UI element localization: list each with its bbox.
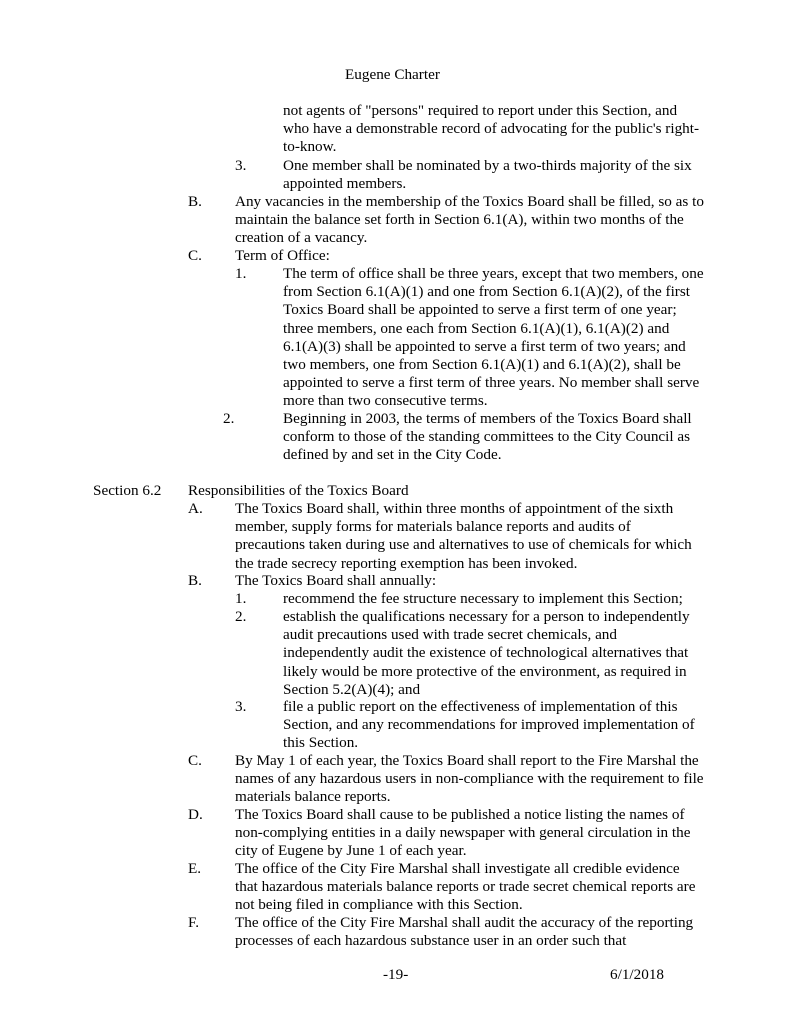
clause-marker: F. <box>188 914 200 931</box>
clause-marker: 1. <box>235 265 247 282</box>
clause-marker: E. <box>188 860 202 877</box>
clause-marker: 3. <box>235 157 247 174</box>
clause-marker: C. <box>188 247 202 264</box>
clause-6-1-b: Any vacancies in the membership of the Toxics Board shall be filled, so as to maintain the balance set forth in Section 6.1(A), within two months of the creation of a vacancy. <box>235 193 704 247</box>
clause-6-2-b-1: recommend the fee structure necessary to implement this Section; <box>283 590 683 607</box>
running-header: Eugene Charter <box>345 66 440 83</box>
clause-6-2-a: The Toxics Board shall, within three months of appointment of the sixth member, supply forms for materials balance reports and audits of precautions taken during use and alternatives to use of chemicals for which the trade secrecy reporting exemption has been invoked. <box>235 500 692 572</box>
clause-6-1-c-1: The term of office shall be three years, except that two members, one from Section 6.1(A)(1) and one from Section 6.1(A)(2), of the first Toxics Board shall be appointed to serve a first term of one year; three members, one each from Section 6.1(A)(1), 6.1(A)(2) and 6.1(A)(3) shall be appointed to serve a first term of two years; and two members, one from Section 6.1(A)(1) and 6.1(A)(2), shall be appointed to serve a first term of three years. No member shall serve more than two consecutive terms. <box>283 265 704 410</box>
clause-marker: 1. <box>235 590 247 607</box>
clause-marker: D. <box>188 806 203 823</box>
revision-date: 6/1/2018 <box>610 966 665 983</box>
clause-6-2-b: The Toxics Board shall annually: <box>235 572 437 589</box>
clause-6-2-f: The office of the City Fire Marshal shall audit the accuracy of the reporting processes of each hazardous substance user in an order such that <box>235 914 694 950</box>
clause-6-2-b-3: file a public report on the effectiveness of implementation of this Section, and any recommendations for improved implementation of this Section. <box>283 698 695 752</box>
clause-marker: C. <box>188 752 202 769</box>
clause-6-2-d: The Toxics Board shall cause to be published a notice listing the names of non-complying entities in a daily newspaper with general circulation in the city of Eugene by June 1 of each year. <box>235 806 691 860</box>
section-number: Section 6.2 <box>93 482 162 499</box>
clause-6-2-b-2: establish the qualifications necessary for a person to independently audit precautions used with trade secret chemicals, and independently audit the existence of technological alternatives that likely would be more protective of the environment, as required in Section 5.2(A)(4); and <box>283 608 690 698</box>
clause-6-1-c: Term of Office: <box>235 247 330 264</box>
clause-6-1-a-3: One member shall be nominated by a two-thirds majority of the six appointed members. <box>283 157 692 193</box>
page-number: -19- <box>383 966 409 983</box>
clause-6-2-e: The office of the City Fire Marshal shall investigate all credible evidence that hazardous materials balance reports or trade secret chemical reports are not being filed in compliance with this Section. <box>235 860 696 914</box>
clause-marker: 2. <box>223 410 235 427</box>
clause-6-1-c-2: Beginning in 2003, the terms of members of the Toxics Board shall conform to those of the standing committees to the City Council as defined by and set in the City Code. <box>283 410 692 464</box>
clause-marker: B. <box>188 572 202 589</box>
clause-marker: 3. <box>235 698 247 715</box>
section-title: Responsibilities of the Toxics Board <box>188 482 409 499</box>
clause-6-2-c: By May 1 of each year, the Toxics Board shall report to the Fire Marshal the names of any hazardous users in non-compliance with the requirement to file materials balance reports. <box>235 752 704 806</box>
clause-marker: A. <box>188 500 203 517</box>
clause-6-1-a-2-continuation: not agents of "persons" required to report under this Section, and who have a demonstrable record of advocating for the public's right-to-know. <box>283 102 700 156</box>
clause-marker: B. <box>188 193 202 210</box>
clause-marker: 2. <box>235 608 247 625</box>
